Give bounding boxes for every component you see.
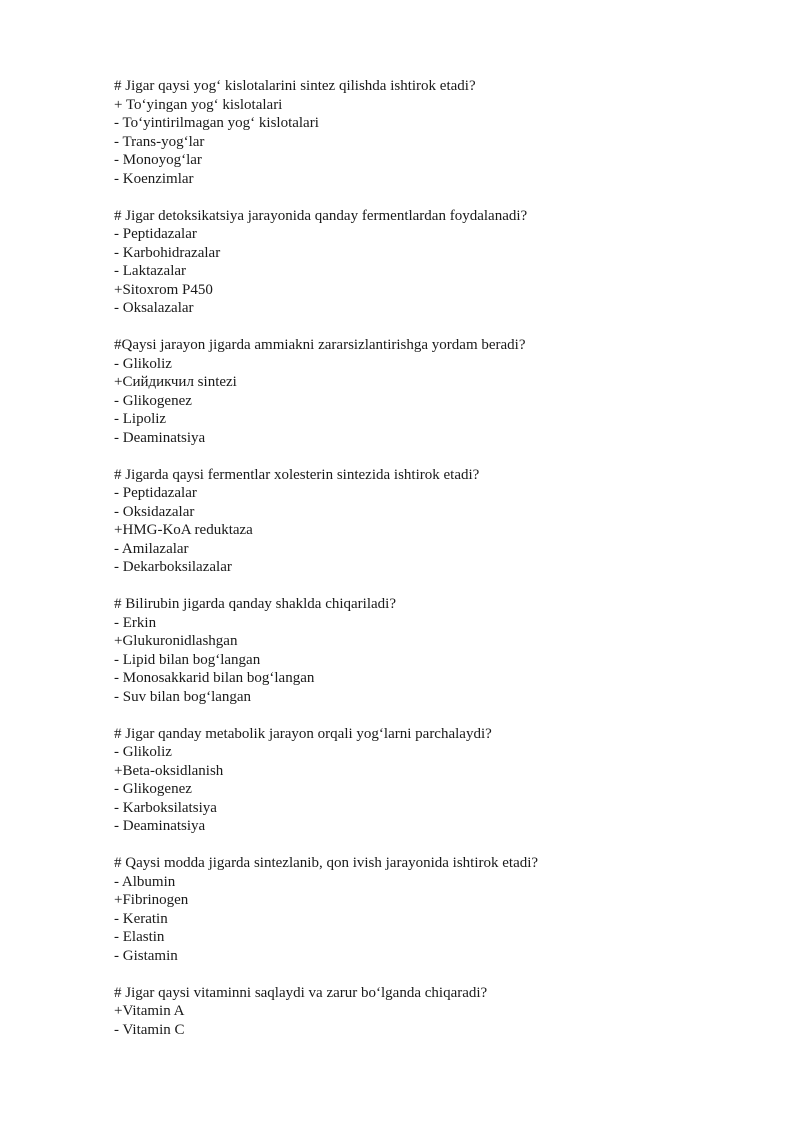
answer-option: +Vitamin A xyxy=(114,1003,185,1019)
answer-option: - Laktazalar xyxy=(114,263,187,279)
answer-option: - Elastin xyxy=(114,929,165,945)
document-page xyxy=(114,77,754,1058)
answer-option: - Glikogenez xyxy=(114,781,192,797)
answer-option: - Lipoliz xyxy=(114,411,167,427)
answer-option: - Oksalazalar xyxy=(114,300,194,316)
answer-option: - Peptidazalar xyxy=(114,226,197,242)
answer-option: + To‘yingan yog‘ kislotalari xyxy=(114,96,283,113)
answer-option: - Gistamin xyxy=(114,947,178,964)
question-block xyxy=(114,595,754,706)
answer-option: - Monosakkarid bilan bog‘langan xyxy=(114,670,315,686)
answer-option: - Suv bilan bog‘langan xyxy=(114,688,252,705)
answer-option: - Glikoliz xyxy=(114,744,172,760)
answer-option: - Trans-yog‘lar xyxy=(114,133,205,150)
answer-option: - To‘yintirilmagan yog‘ kislotalari xyxy=(114,115,319,131)
question-block xyxy=(114,854,754,965)
answer-option: - Glikoliz xyxy=(114,355,172,372)
answer-option: - Amilazalar xyxy=(114,540,189,557)
question-text: # Jigar qaysi yog‘ kislotalarini sintez qilishda ishtirok etadi? xyxy=(114,78,476,94)
answer-option: - Lipid bilan bog‘langan xyxy=(114,651,261,668)
answer-option: - Vitamin C xyxy=(114,1021,185,1038)
question-text: # Bilirubin jigarda qanday shaklda chiqariladi? xyxy=(114,596,396,612)
answer-option: - Glikogenez xyxy=(114,392,192,409)
answer-option: - Monoyog‘lar xyxy=(114,152,202,168)
question-text: #Qaysi jarayon jigarda ammiakni zararsizlantirishga yordam beradi? xyxy=(114,337,526,353)
answer-option: +Fibrinogen xyxy=(114,892,189,908)
question-text: # Jigarda qaysi fermentlar xolesterin sintezida ishtirok etadi? xyxy=(114,466,480,483)
answer-option: - Karbohidrazalar xyxy=(114,244,221,261)
question-text: # Qaysi modda jigarda sintezlanib, qon ivish jarayonida ishtirok etadi? xyxy=(114,855,539,871)
answer-option: - Deaminatsiya xyxy=(114,429,206,446)
answer-option: - Deaminatsiya xyxy=(114,818,206,834)
answer-option: - Oksidazalar xyxy=(114,503,195,520)
answer-option: +Сийдикчил sintezi xyxy=(114,374,237,390)
question-block xyxy=(114,207,754,318)
question-text: # Jigar detoksikatsiya jarayonida qanday fermentlardan foydalanadi? xyxy=(114,207,528,224)
answer-option: +HMG-KoA reduktaza xyxy=(114,522,253,538)
answer-option: +Beta-oksidlanish xyxy=(114,762,224,779)
question-block xyxy=(114,466,754,577)
question-block xyxy=(114,77,754,188)
answer-option: +Sitoxrom P450 xyxy=(114,281,213,298)
answer-option: +Glukuronidlashgan xyxy=(114,633,238,649)
question-block xyxy=(114,725,754,836)
answer-option: - Keratin xyxy=(114,910,168,927)
answer-option: - Dekarboksilazalar xyxy=(114,559,232,575)
question-text: # Jigar qanday metabolik jarayon orqali yog‘larni parchalaydi? xyxy=(114,725,492,742)
answer-option: - Karboksilatsiya xyxy=(114,799,217,816)
answer-option: - Peptidazalar xyxy=(114,485,197,501)
question-block xyxy=(114,336,754,447)
question-block xyxy=(114,984,754,1040)
answer-option: - Koenzimlar xyxy=(114,170,194,187)
answer-option: - Erkin xyxy=(114,614,157,631)
answer-option: - Albumin xyxy=(114,873,176,890)
question-text: # Jigar qaysi vitaminni saqlaydi va zarur bo‘lganda chiqaradi? xyxy=(114,984,488,1001)
